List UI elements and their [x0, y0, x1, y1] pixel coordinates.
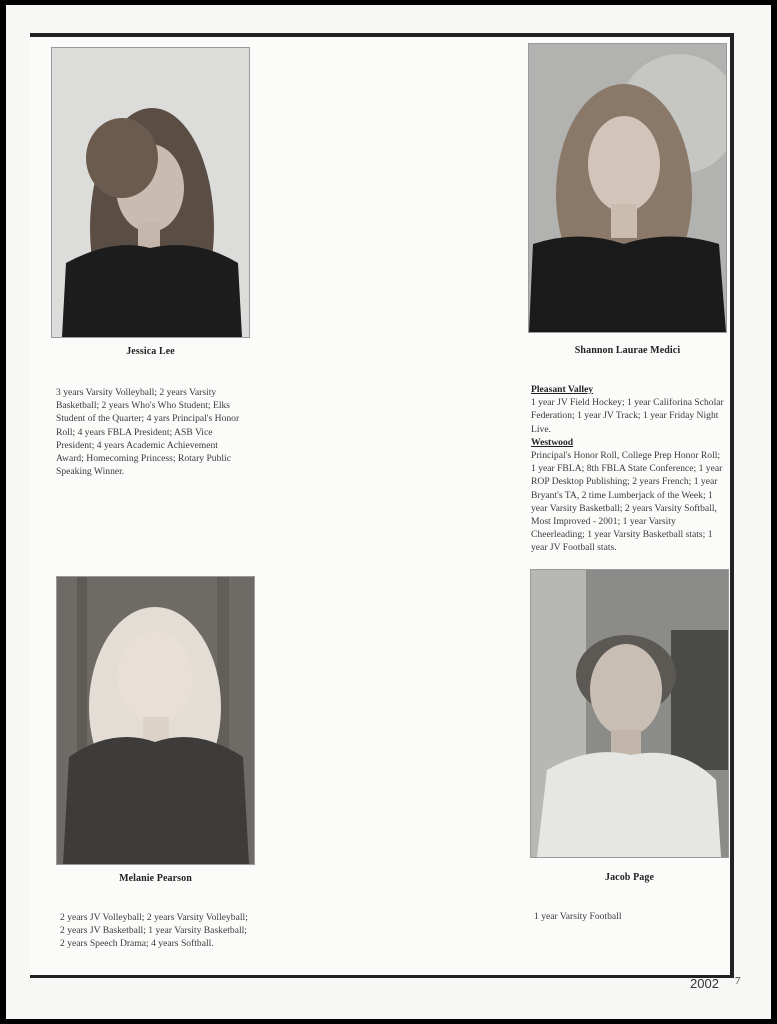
student-name-melanie-pearson: Melanie Pearson: [119, 873, 192, 884]
student-name-jessica-lee: Jessica Lee: [126, 346, 175, 357]
section-text-pleasant-valley: 1 year JV Field Hockey; 1 year Califorina Scholar Federation; 1 year JV Track; 1 year Friday Night Live.: [531, 397, 724, 435]
student-name-jacob-page: Jacob Page: [604, 872, 655, 883]
yearbook-year: 2002: [690, 976, 719, 991]
page-number: 7: [735, 975, 741, 987]
school-heading-pleasant-valley: Pleasant Valley: [531, 384, 594, 395]
student-photo-jacob-page: [531, 570, 728, 857]
student-photo-jessica-lee: [52, 48, 249, 337]
student-bio-melanie-pearson: 2 years JV Volleyball; 2 years Varsity Volleyball; 2 years JV Basketball; 1 year Varsity Basketball; 2 years Speech Drama; 4 years Softball.: [60, 912, 248, 950]
school-heading-westwood: Westwood: [531, 436, 574, 448]
student-photo-melanie-pearson: [57, 577, 254, 864]
student-bio-jessica-lee: 3 years Varsity Volleyball; 2 years Varsity Basketball; 2 years Who's Who Student; Elks Student of the Quarter; 4 yars Principal's Honor Roll; 4 years FBLA President; ASB Vice President; 4 years Academic Achievement Award; Homecoming Princess; Rotary Public Speaking Winner.: [56, 387, 240, 478]
student-photo-shannon-medici: [529, 44, 726, 332]
section-text-westwood: Principal's Honor Roll, College Prep Honor Roll; 1 year FBLA; 8th FBLA State Conference; 1 year ROP Desktop Publishing; 2 years French; 1 year Bryant's TA, 2 time Lumberjack of the Week; 1 year Varsity Basketball; 2 years Varsity Softball, Most Improved - 2001; 1 year Varsity Cheerleading; 1 year Varsity Basketball stats; 1 year JV Football stats.: [531, 450, 723, 554]
student-bio-jacob-page: 1 year Varsity Football: [534, 911, 622, 922]
student-bio-shannon-medici: [531, 383, 727, 555]
student-name-shannon-medici: Shannon Laurae Medici: [574, 345, 681, 356]
